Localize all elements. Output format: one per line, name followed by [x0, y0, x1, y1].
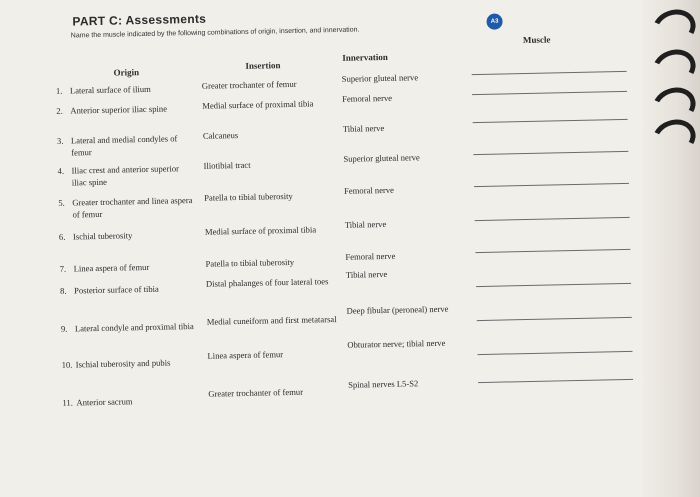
answer-line[interactable] — [472, 91, 627, 95]
origin-cell: Ischial tuberosity and pubis — [75, 357, 171, 370]
answer-line[interactable] — [476, 283, 631, 287]
row-number: 8. — [59, 285, 67, 296]
innervation-cell: Tibial nerve — [344, 218, 387, 230]
innervation-cell: Superior gluteal nerve — [341, 72, 419, 84]
insertion-cell: Greater trochanter of femur — [201, 78, 297, 91]
answer-line[interactable] — [477, 317, 632, 321]
innervation-cell: Femoral nerve — [343, 184, 395, 196]
origin-cell: Ischial tuberosity — [72, 230, 133, 242]
insertion-cell: Patella to tibial tuberosity — [205, 256, 295, 269]
insertion-cell: Distal phalanges of four lateral toes — [205, 276, 329, 289]
origin-cell: Posterior surface of tibia — [73, 283, 159, 296]
innervation-cell: Deep fibular (peroneal) nerve — [346, 303, 449, 316]
insertion-cell: Greater trochanter of femur — [208, 386, 304, 399]
row-number: 2. — [56, 105, 63, 116]
insertion-cell: Linea aspera of femur — [207, 349, 284, 361]
innervation-cell: Tibial nerve — [342, 122, 385, 134]
innervation-cell: Femoral nerve — [342, 92, 393, 104]
instructions: Name the muscle indicated by the following combinations of origin, insertion, and innervation. — [70, 26, 360, 40]
row-number: 9. — [60, 323, 68, 334]
origin-cell: Iliac crest and anterior superior iliac spine — [71, 163, 180, 188]
origin-cell: Anterior superior iliac spine — [70, 103, 168, 116]
innervation-cell: Femoral nerve — [345, 250, 396, 262]
origin-cell: Greater trochanter and linea aspera of femur — [72, 195, 193, 220]
innervation-cell: Obturator nerve; tibial nerve — [347, 337, 446, 350]
insertion-cell: Medial surface of proximal tibia — [204, 224, 317, 237]
answer-line[interactable] — [478, 379, 633, 383]
innervation-cell: Spinal nerves L5-S2 — [348, 378, 419, 390]
answer-line[interactable] — [474, 183, 629, 187]
header-origin: Origin — [113, 67, 140, 78]
header-innervation: Innervation — [342, 51, 388, 63]
answer-line[interactable] — [473, 119, 628, 123]
insertion-cell: Calcaneus — [202, 130, 239, 141]
row-number: 11. — [62, 397, 73, 408]
section-badge: A3 — [486, 13, 502, 29]
answer-line[interactable] — [473, 151, 628, 155]
answer-line[interactable] — [475, 249, 630, 253]
answer-line[interactable] — [472, 71, 627, 75]
answer-line[interactable] — [478, 351, 633, 355]
innervation-cell: Tibial nerve — [345, 268, 388, 280]
insertion-cell: Medial surface of proximal tibia — [202, 98, 314, 111]
row-number: 3. — [56, 135, 64, 146]
row-number: 5. — [58, 197, 65, 208]
insertion-cell: Patella to tibial tuberosity — [204, 190, 293, 203]
origin-cell: Linea aspera of femur — [73, 261, 150, 274]
insertion-cell: Medial cuneiform and first metatarsal — [206, 314, 337, 327]
header-insertion: Insertion — [245, 60, 281, 71]
row-number: 1. — [55, 85, 63, 96]
innervation-cell: Superior gluteal nerve — [343, 152, 420, 164]
page-title: PART C: Assessments — [72, 11, 207, 29]
row-number: 10. — [61, 359, 73, 370]
header-muscle: Muscle — [522, 34, 551, 46]
row-number: 7. — [59, 263, 67, 274]
row-number: 4. — [57, 165, 65, 176]
insertion-cell: Iliotibial tract — [203, 159, 251, 171]
origin-cell: Lateral condyle and proximal tibia — [74, 321, 194, 334]
origin-cell: Lateral surface of ilium — [69, 83, 151, 96]
answer-line[interactable] — [475, 217, 630, 221]
row-number: 6. — [58, 231, 66, 242]
origin-cell: Anterior sacrum — [76, 396, 133, 408]
origin-cell: Lateral and medial condyles of femur — [70, 133, 178, 158]
